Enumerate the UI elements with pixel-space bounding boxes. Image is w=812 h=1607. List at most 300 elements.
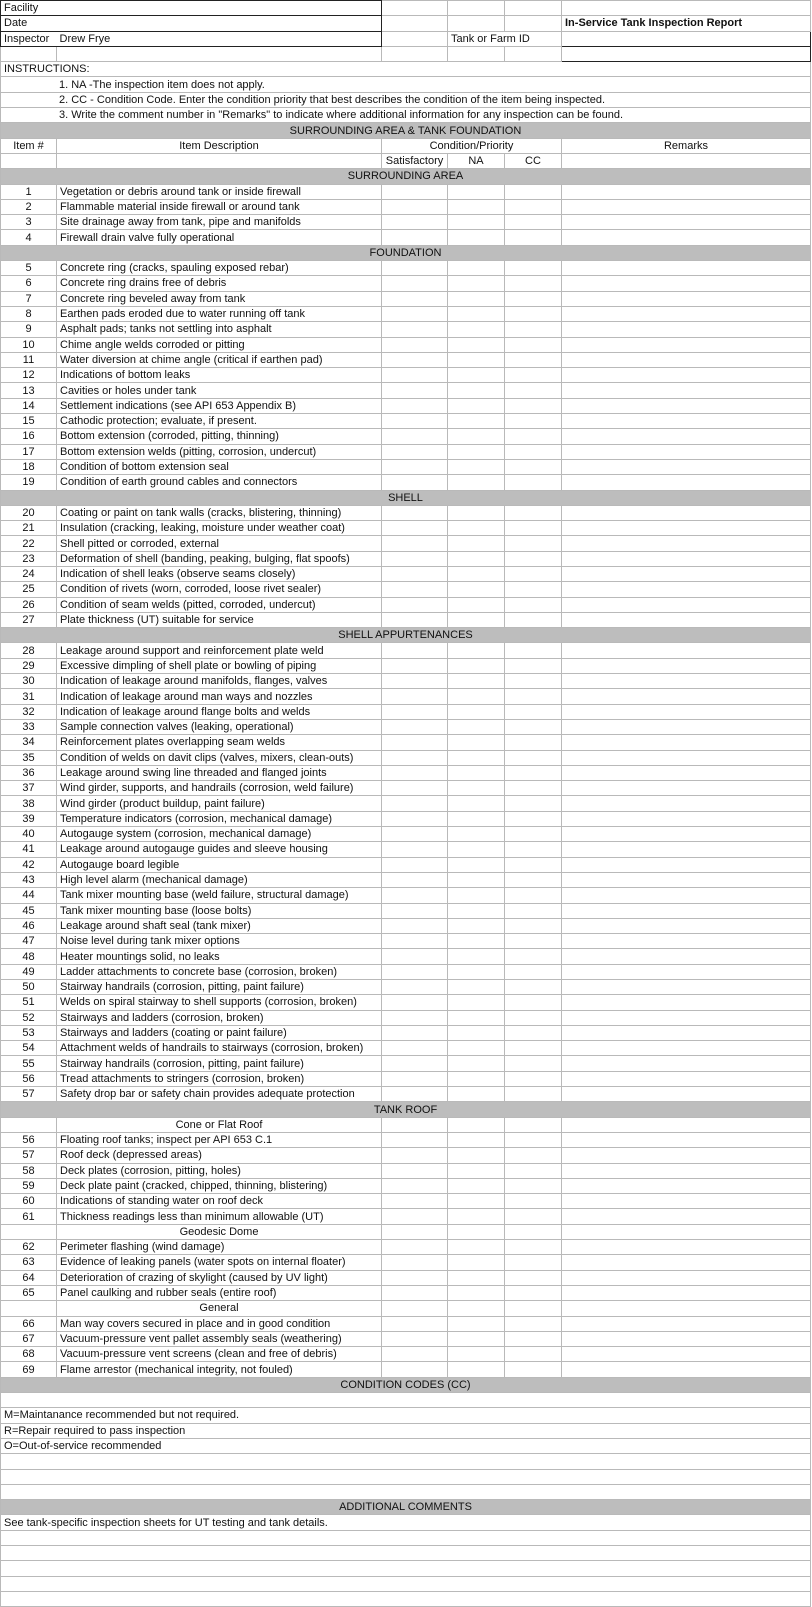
cc-cell[interactable]: [505, 551, 562, 566]
cc-cell[interactable]: [505, 306, 562, 321]
cc-cell[interactable]: [505, 796, 562, 811]
na-cell[interactable]: [448, 322, 505, 337]
satisfactory-cell[interactable]: [382, 306, 448, 321]
na-cell[interactable]: [448, 1240, 505, 1255]
satisfactory-cell[interactable]: [382, 1056, 448, 1071]
remarks-cell[interactable]: [562, 765, 811, 780]
cc-cell[interactable]: [505, 612, 562, 627]
cc-cell[interactable]: [505, 352, 562, 367]
remarks-cell[interactable]: [562, 1010, 811, 1025]
comments-line[interactable]: [1, 1545, 811, 1560]
na-cell[interactable]: [448, 781, 505, 796]
cc-cell[interactable]: [505, 536, 562, 551]
remarks-cell[interactable]: [562, 949, 811, 964]
satisfactory-cell[interactable]: [382, 857, 448, 872]
remarks-cell[interactable]: [562, 719, 811, 734]
remarks-cell[interactable]: [562, 1178, 811, 1193]
satisfactory-cell[interactable]: [382, 261, 448, 276]
satisfactory-cell[interactable]: [382, 658, 448, 673]
na-cell[interactable]: [448, 857, 505, 872]
na-cell[interactable]: [448, 551, 505, 566]
satisfactory-cell[interactable]: [382, 612, 448, 627]
tank-id-input[interactable]: [562, 31, 811, 46]
cc-cell[interactable]: [505, 750, 562, 765]
cc-cell[interactable]: [505, 1285, 562, 1300]
satisfactory-cell[interactable]: [382, 750, 448, 765]
satisfactory-cell[interactable]: [382, 1041, 448, 1056]
na-cell[interactable]: [448, 444, 505, 459]
na-cell[interactable]: [448, 475, 505, 490]
na-cell[interactable]: [448, 643, 505, 658]
na-cell[interactable]: [448, 230, 505, 245]
remarks-cell[interactable]: [562, 582, 811, 597]
na-cell[interactable]: [448, 1178, 505, 1193]
remarks-cell[interactable]: [562, 276, 811, 291]
na-cell[interactable]: [448, 949, 505, 964]
cc-cell[interactable]: [505, 857, 562, 872]
comments-line[interactable]: [1, 1591, 811, 1606]
na-cell[interactable]: [448, 674, 505, 689]
remarks-cell[interactable]: [562, 368, 811, 383]
cc-cell[interactable]: [505, 1362, 562, 1377]
na-cell[interactable]: [448, 811, 505, 826]
satisfactory-cell[interactable]: [382, 1347, 448, 1362]
cc-cell[interactable]: [505, 261, 562, 276]
facility-label: Facility: [1, 1, 57, 16]
na-cell[interactable]: [448, 1270, 505, 1285]
na-cell[interactable]: [448, 276, 505, 291]
remarks-cell[interactable]: [562, 750, 811, 765]
remarks-cell[interactable]: [562, 230, 811, 245]
item-number: 65: [1, 1285, 57, 1300]
na-cell[interactable]: [448, 1041, 505, 1056]
remarks-cell[interactable]: [562, 735, 811, 750]
tank-id-input-2[interactable]: [562, 46, 811, 61]
na-cell[interactable]: [448, 1010, 505, 1025]
cc-cell[interactable]: [505, 674, 562, 689]
cc-cell[interactable]: [505, 658, 562, 673]
cc-cell[interactable]: [505, 811, 562, 826]
remarks-cell[interactable]: [562, 658, 811, 673]
cc-cell[interactable]: [505, 505, 562, 520]
cc-cell[interactable]: [505, 414, 562, 429]
na-cell[interactable]: [448, 291, 505, 306]
remarks-cell[interactable]: [562, 704, 811, 719]
satisfactory-cell[interactable]: [382, 582, 448, 597]
cc-cell[interactable]: [505, 521, 562, 536]
cc-cell[interactable]: [505, 1132, 562, 1147]
na-cell[interactable]: [448, 689, 505, 704]
comments-text[interactable]: See tank-specific inspection sheets for UT testing and tank details.: [1, 1515, 811, 1530]
satisfactory-cell[interactable]: [382, 368, 448, 383]
satisfactory-cell[interactable]: [382, 475, 448, 490]
satisfactory-cell[interactable]: [382, 1178, 448, 1193]
remarks-cell[interactable]: [562, 1316, 811, 1331]
satisfactory-cell[interactable]: [382, 199, 448, 214]
satisfactory-cell[interactable]: [382, 1087, 448, 1102]
satisfactory-cell[interactable]: [382, 444, 448, 459]
date-input[interactable]: [57, 16, 382, 31]
na-cell[interactable]: [448, 995, 505, 1010]
na-cell[interactable]: [448, 888, 505, 903]
cc-cell[interactable]: [505, 184, 562, 199]
satisfactory-cell[interactable]: [382, 1255, 448, 1270]
satisfactory-cell[interactable]: [382, 429, 448, 444]
satisfactory-cell[interactable]: [382, 230, 448, 245]
cc-cell[interactable]: [505, 383, 562, 398]
satisfactory-cell[interactable]: [382, 674, 448, 689]
cc-cell[interactable]: [505, 1163, 562, 1178]
satisfactory-cell[interactable]: [382, 215, 448, 230]
cc-cell[interactable]: [505, 291, 562, 306]
satisfactory-cell[interactable]: [382, 1132, 448, 1147]
cc-cell[interactable]: [505, 322, 562, 337]
cc-cell[interactable]: [505, 918, 562, 933]
cc-cell[interactable]: [505, 566, 562, 581]
satisfactory-cell[interactable]: [382, 842, 448, 857]
item-description: Leakage around autogauge guides and sleeve housing: [57, 842, 382, 857]
satisfactory-cell[interactable]: [382, 414, 448, 429]
comments-line[interactable]: [1, 1561, 811, 1576]
cc-cell[interactable]: [505, 276, 562, 291]
na-cell[interactable]: [448, 1163, 505, 1178]
cc-cell[interactable]: [505, 1270, 562, 1285]
satisfactory-cell[interactable]: [382, 888, 448, 903]
cc-cell[interactable]: [505, 980, 562, 995]
na-cell[interactable]: [448, 429, 505, 444]
na-cell[interactable]: [448, 1331, 505, 1346]
na-cell[interactable]: [448, 566, 505, 581]
remarks-cell[interactable]: [562, 475, 811, 490]
na-cell[interactable]: [448, 704, 505, 719]
satisfactory-cell[interactable]: [382, 964, 448, 979]
cc-cell[interactable]: [505, 337, 562, 352]
satisfactory-cell[interactable]: [382, 719, 448, 734]
satisfactory-cell[interactable]: [382, 1010, 448, 1025]
remarks-cell[interactable]: [562, 903, 811, 918]
cc-cell[interactable]: [505, 475, 562, 490]
cc-cell[interactable]: [505, 964, 562, 979]
satisfactory-cell[interactable]: [382, 689, 448, 704]
cc-cell[interactable]: [505, 429, 562, 444]
remarks-cell[interactable]: [562, 918, 811, 933]
na-cell[interactable]: [448, 199, 505, 214]
na-cell[interactable]: [448, 505, 505, 520]
cc-cell[interactable]: [505, 888, 562, 903]
remarks-cell[interactable]: [562, 199, 811, 214]
remarks-cell[interactable]: [562, 689, 811, 704]
satisfactory-cell[interactable]: [382, 566, 448, 581]
cc-cell[interactable]: [505, 459, 562, 474]
cc-cell[interactable]: [505, 689, 562, 704]
remarks-cell[interactable]: [562, 306, 811, 321]
remarks-cell[interactable]: [562, 1209, 811, 1224]
remarks-cell[interactable]: [562, 1056, 811, 1071]
na-cell[interactable]: [448, 1362, 505, 1377]
cc-cell[interactable]: [505, 1316, 562, 1331]
remarks-cell[interactable]: [562, 1163, 811, 1178]
satisfactory-cell[interactable]: [382, 383, 448, 398]
remarks-cell[interactable]: [562, 1194, 811, 1209]
remarks-cell[interactable]: [562, 1148, 811, 1163]
remarks-cell[interactable]: [562, 352, 811, 367]
cc-cell[interactable]: [505, 1025, 562, 1040]
na-cell[interactable]: [448, 934, 505, 949]
cc-cell[interactable]: [505, 230, 562, 245]
cc-cell[interactable]: [505, 444, 562, 459]
na-cell[interactable]: [448, 184, 505, 199]
remarks-cell[interactable]: [562, 551, 811, 566]
remarks-cell[interactable]: [562, 597, 811, 612]
na-cell[interactable]: [448, 827, 505, 842]
cc-cell[interactable]: [505, 872, 562, 887]
cc-cell[interactable]: [505, 995, 562, 1010]
cc-cell[interactable]: [505, 1178, 562, 1193]
remarks-cell[interactable]: [562, 674, 811, 689]
na-cell[interactable]: [448, 735, 505, 750]
na-cell[interactable]: [448, 1255, 505, 1270]
blank-cell: [1, 1301, 57, 1316]
cc-cell[interactable]: [505, 903, 562, 918]
na-cell[interactable]: [448, 796, 505, 811]
na-cell[interactable]: [448, 1056, 505, 1071]
remarks-cell[interactable]: [562, 842, 811, 857]
satisfactory-cell[interactable]: [382, 1194, 448, 1209]
satisfactory-cell[interactable]: [382, 276, 448, 291]
cc-cell[interactable]: [505, 1010, 562, 1025]
remarks-cell[interactable]: [562, 1087, 811, 1102]
remarks-cell[interactable]: [562, 1240, 811, 1255]
remarks-cell[interactable]: [562, 934, 811, 949]
remarks-cell[interactable]: [562, 1362, 811, 1377]
cc-cell[interactable]: [505, 643, 562, 658]
cc-cell[interactable]: [505, 398, 562, 413]
remarks-cell[interactable]: [562, 215, 811, 230]
na-cell[interactable]: [448, 368, 505, 383]
remarks-cell[interactable]: [562, 612, 811, 627]
remarks-cell[interactable]: [562, 398, 811, 413]
remarks-cell[interactable]: [562, 1041, 811, 1056]
remarks-cell[interactable]: [562, 414, 811, 429]
satisfactory-cell[interactable]: [382, 505, 448, 520]
remarks-cell[interactable]: [562, 888, 811, 903]
satisfactory-cell[interactable]: [382, 398, 448, 413]
na-cell[interactable]: [448, 1087, 505, 1102]
remarks-cell[interactable]: [562, 872, 811, 887]
na-cell[interactable]: [448, 414, 505, 429]
remarks-cell[interactable]: [562, 444, 811, 459]
satisfactory-cell[interactable]: [382, 811, 448, 826]
remarks-cell[interactable]: [562, 337, 811, 352]
na-cell[interactable]: [448, 337, 505, 352]
cc-cell[interactable]: [505, 827, 562, 842]
satisfactory-cell[interactable]: [382, 322, 448, 337]
na-cell[interactable]: [448, 1194, 505, 1209]
remarks-cell[interactable]: [562, 1255, 811, 1270]
remarks-cell[interactable]: [562, 505, 811, 520]
satisfactory-cell[interactable]: [382, 1240, 448, 1255]
satisfactory-cell[interactable]: [382, 980, 448, 995]
na-cell[interactable]: [448, 597, 505, 612]
facility-input[interactable]: [57, 1, 382, 16]
cc-cell[interactable]: [505, 368, 562, 383]
satisfactory-cell[interactable]: [382, 352, 448, 367]
na-cell[interactable]: [448, 261, 505, 276]
na-cell[interactable]: [448, 1132, 505, 1147]
remarks-cell[interactable]: [562, 383, 811, 398]
na-cell[interactable]: [448, 918, 505, 933]
na-cell[interactable]: [448, 719, 505, 734]
remarks-cell[interactable]: [562, 261, 811, 276]
na-cell[interactable]: [448, 521, 505, 536]
remarks-cell[interactable]: [562, 429, 811, 444]
satisfactory-cell[interactable]: [382, 521, 448, 536]
na-cell[interactable]: [448, 1148, 505, 1163]
cc-cell[interactable]: [505, 199, 562, 214]
cc-cell[interactable]: [505, 735, 562, 750]
na-cell[interactable]: [448, 398, 505, 413]
cc-cell[interactable]: [505, 704, 562, 719]
remarks-cell[interactable]: [562, 459, 811, 474]
cc-cell[interactable]: [505, 1194, 562, 1209]
comments-line[interactable]: [1, 1530, 811, 1545]
remarks-cell[interactable]: [562, 1285, 811, 1300]
satisfactory-cell[interactable]: [382, 765, 448, 780]
cc-cell[interactable]: [505, 949, 562, 964]
na-cell[interactable]: [448, 459, 505, 474]
remarks-cell[interactable]: [562, 964, 811, 979]
satisfactory-cell[interactable]: [382, 1285, 448, 1300]
cc-cell[interactable]: [505, 597, 562, 612]
na-cell[interactable]: [448, 1071, 505, 1086]
remarks-cell[interactable]: [562, 1347, 811, 1362]
satisfactory-cell[interactable]: [382, 827, 448, 842]
na-cell[interactable]: [448, 1025, 505, 1040]
satisfactory-cell[interactable]: [382, 1270, 448, 1285]
cc-cell[interactable]: [505, 215, 562, 230]
satisfactory-cell[interactable]: [382, 459, 448, 474]
satisfactory-cell[interactable]: [382, 872, 448, 887]
remarks-cell[interactable]: [562, 1071, 811, 1086]
satisfactory-cell[interactable]: [382, 1025, 448, 1040]
na-cell[interactable]: [448, 658, 505, 673]
na-cell[interactable]: [448, 536, 505, 551]
cc-cell[interactable]: [505, 1087, 562, 1102]
na-cell[interactable]: [448, 383, 505, 398]
satisfactory-cell[interactable]: [382, 934, 448, 949]
remarks-cell[interactable]: [562, 536, 811, 551]
cc-cell[interactable]: [505, 1056, 562, 1071]
remarks-cell[interactable]: [562, 566, 811, 581]
remarks-cell[interactable]: [562, 796, 811, 811]
satisfactory-cell[interactable]: [382, 796, 448, 811]
cc-cell[interactable]: [505, 582, 562, 597]
cc-cell[interactable]: [505, 1071, 562, 1086]
na-cell[interactable]: [448, 582, 505, 597]
remarks-cell[interactable]: [562, 1331, 811, 1346]
satisfactory-cell[interactable]: [382, 1331, 448, 1346]
na-cell[interactable]: [448, 612, 505, 627]
inspector-input[interactable]: Drew Frye: [57, 31, 382, 46]
cc-cell[interactable]: [505, 1209, 562, 1224]
satisfactory-cell[interactable]: [382, 536, 448, 551]
remarks-cell[interactable]: [562, 1025, 811, 1040]
remarks-cell[interactable]: [562, 521, 811, 536]
na-cell[interactable]: [448, 1209, 505, 1224]
na-cell[interactable]: [448, 980, 505, 995]
remarks-cell[interactable]: [562, 643, 811, 658]
na-cell[interactable]: [448, 306, 505, 321]
na-cell[interactable]: [448, 872, 505, 887]
cc-cell[interactable]: [505, 781, 562, 796]
remarks-cell[interactable]: [562, 781, 811, 796]
comments-line[interactable]: [1, 1576, 811, 1591]
satisfactory-cell[interactable]: [382, 1316, 448, 1331]
satisfactory-cell[interactable]: [382, 1071, 448, 1086]
remarks-cell[interactable]: [562, 291, 811, 306]
satisfactory-cell[interactable]: [382, 704, 448, 719]
remarks-cell[interactable]: [562, 827, 811, 842]
cc-cell[interactable]: [505, 1331, 562, 1346]
remarks-cell[interactable]: [562, 1132, 811, 1147]
satisfactory-cell[interactable]: [382, 597, 448, 612]
na-cell[interactable]: [448, 215, 505, 230]
table-row: [1, 995, 811, 1010]
cc-cell[interactable]: [505, 1041, 562, 1056]
na-cell[interactable]: [448, 750, 505, 765]
cc-cell[interactable]: [505, 1148, 562, 1163]
na-cell[interactable]: [448, 842, 505, 857]
remarks-cell[interactable]: [562, 995, 811, 1010]
cc-cell[interactable]: [505, 1240, 562, 1255]
satisfactory-cell[interactable]: [382, 1362, 448, 1377]
na-cell[interactable]: [448, 964, 505, 979]
remarks-cell[interactable]: [562, 857, 811, 872]
na-cell[interactable]: [448, 352, 505, 367]
na-cell[interactable]: [448, 1285, 505, 1300]
cc-cell[interactable]: [505, 1255, 562, 1270]
satisfactory-cell[interactable]: [382, 1209, 448, 1224]
satisfactory-cell[interactable]: [382, 551, 448, 566]
cc-cell[interactable]: [505, 719, 562, 734]
cc-cell[interactable]: [505, 1347, 562, 1362]
remarks-cell[interactable]: [562, 322, 811, 337]
satisfactory-cell[interactable]: [382, 1163, 448, 1178]
remarks-cell[interactable]: [562, 811, 811, 826]
na-cell[interactable]: [448, 1347, 505, 1362]
satisfactory-cell[interactable]: [382, 643, 448, 658]
cc-cell[interactable]: [505, 934, 562, 949]
satisfactory-cell[interactable]: [382, 918, 448, 933]
satisfactory-cell[interactable]: [382, 949, 448, 964]
satisfactory-cell[interactable]: [382, 735, 448, 750]
satisfactory-cell[interactable]: [382, 903, 448, 918]
remarks-cell[interactable]: [562, 1270, 811, 1285]
satisfactory-cell[interactable]: [382, 291, 448, 306]
satisfactory-cell[interactable]: [382, 337, 448, 352]
satisfactory-cell[interactable]: [382, 995, 448, 1010]
na-cell[interactable]: [448, 1316, 505, 1331]
cc-cell[interactable]: [505, 765, 562, 780]
satisfactory-cell[interactable]: [382, 781, 448, 796]
remarks-cell[interactable]: [562, 184, 811, 199]
cc-cell[interactable]: [505, 842, 562, 857]
na-cell[interactable]: [448, 903, 505, 918]
satisfactory-cell[interactable]: [382, 1148, 448, 1163]
remarks-cell[interactable]: [562, 980, 811, 995]
satisfactory-cell[interactable]: [382, 184, 448, 199]
na-cell[interactable]: [448, 765, 505, 780]
